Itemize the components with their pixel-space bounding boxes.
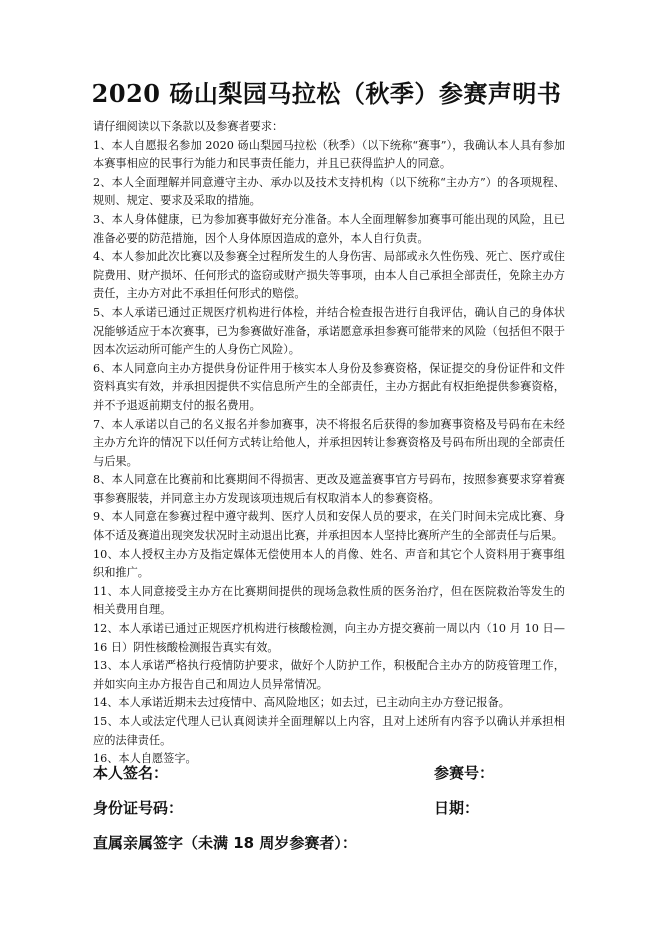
date-label: 日期： [434, 799, 480, 817]
clause-7: 7、本人承诺以自己的名义报名并参加赛事，决不将报名后获得的参加赛事资格及号码布在未经主办方允许的情况下以任何方式转让给他人，并承担因转让参赛资格及号码布所出现的全部责任与后果。 [93, 417, 565, 468]
clause-13: 13、本人承诺严格执行疫情防护要求，做好个人防护工作，积极配合主办方的防疫管理工作，并如实向主办方报告自己和周边人员异常情况。 [93, 659, 565, 691]
clause-6: 6、本人同意向主办方提供身份证件用于核实本人身份及参赛资格，保证提交的身份证件和文件资料真实有效，并承担因提供不实信息所产生的全部责任，主办方据此有权拒绝提供参赛资格，并不予退返前期支付的报名费用。 [93, 361, 565, 412]
clause-9: 9、本人同意在参赛过程中遵守裁判、医疗人员和安保人员的要求，在关门时间未完成比赛、身体不适及赛道出现突发状况时主动退出比赛，并承担因本人坚持比赛所产生的全部责任与后果。 [93, 510, 565, 543]
signature-name-label: 本人签名： [93, 764, 169, 782]
id-number-label: 身份证号码： [93, 799, 184, 817]
clause-5: 5、本人承诺已通过正规医疗机构进行体检，并结合检查报告进行自我评估，确认自己的身体状况能够适应于本次赛事，已为参赛做好准备，承诺愿意承担参赛可能带来的风险（包括但不限于因本次运动所可能产生的人身伤亡风险）。 [93, 305, 565, 357]
clause-1: 1、本人自愿报名参加 2020 砀山梨园马拉松（秋季）（以下统称“赛事”），我确认本人具有参加本赛事相应的民事行为能力和民事责任能力，并且已获得监护人的同意。 [93, 138, 565, 171]
clause-2: 2、本人全面理解并同意遵守主办、承办以及技术支持机构（以下统称“主办方”）的各项规程、规则、规定、要求及采取的措施。 [93, 175, 565, 208]
clause-15: 15、本人或法定代理人已认真阅读并全面理解以上内容，且对上述所有内容予以确认并承担相应的法律责任。 [93, 715, 565, 747]
guardian-signature-label: 直属亲属签字（未满 18 周岁参赛者）： [93, 834, 357, 852]
clause-3: 3、本人身体健康，已为参加赛事做好充分准备。本人全面理解参加赛事可能出现的风险，且已准备必要的防范措施，因个人身体原因造成的意外，本人自行负责。 [93, 212, 565, 245]
clause-11: 11、本人同意接受主办方在比赛期间提供的现场急救性质的医务治疗，但在医院救治等发生的相关费用自理。 [93, 584, 565, 617]
clause-4: 4、本人参加此次比赛以及参赛全过程所发生的人身伤害、局部或永久性伤残、死亡、医疗或住院费用、财产损坏、任何形式的盗窃或财产损失等事项，由本人自己承担全部责任，免除主办方责任，主办方对此不承担任何形式的赔偿。 [93, 250, 565, 301]
clause-14: 14、本人承诺近期未去过疫情中、高风险地区；如去过，已主动向主办方登记报备。 [93, 696, 510, 710]
declaration-body [93, 118, 565, 769]
clause-10: 10、本人授权主办方及指定媒体无偿使用本人的肖像、姓名、声音和其它个人资料用于赛事组织和推广。 [93, 547, 565, 580]
clause-12: 12、本人承诺已通过正规医疗机构进行核酸检测，向主办方提交赛前一周以内（10 月 10 日—16 日）阴性核酸检测报告真实有效。 [93, 622, 565, 654]
clause-8: 8、本人同意在比赛前和比赛期间不得损害、更改及遮盖赛事官方号码布，按照参赛要求穿着赛事参赛服装，并同意主办方发现该项违规后有权取消本人的参赛资格。 [93, 473, 565, 505]
page-title: 2020 砀山梨园马拉松（秋季）参赛声明书 [91, 79, 562, 108]
clause-16: 16、本人自愿签字。 [93, 752, 197, 766]
intro-text: 请仔细阅读以下条款以及参赛者要求： [93, 120, 284, 133]
bib-number-label: 参赛号： [434, 764, 495, 782]
